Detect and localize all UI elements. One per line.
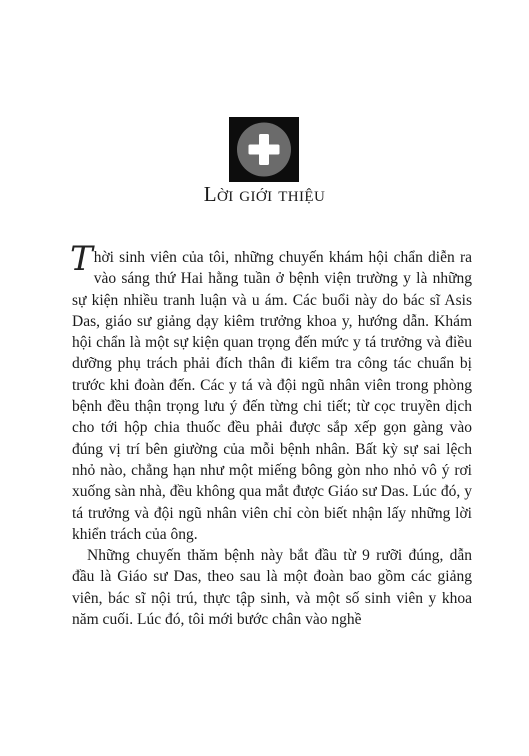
paragraph-1-text: hời sinh viên của tôi, những chuyến khám hội chẩn diễn ra vào sáng thứ Hai hằng tuần ở bệnh viện trường y là những sự kiện nhiều tranh luận và u ám. Các buổi này do bác sĩ Asis Das, giáo sư giảng dạy kiêm trưởng khoa y, hướng dẫn. Khám hội chẩn là một sự kiện quan trọng đến mức y tá trưởng và điều dưỡng phụ trách phải đích thân đi kiểm tra công tác chuẩn bị trước khi đoàn đến. Các y tá và đội ngũ nhân viên trong phòng bệnh đều thận trọng lưu ý đến từng chi tiết; từ cọc truyền dịch cho tới hộp chia thuốc đều phải được sắp xếp gọn gàng vào đúng vị trí bên giường của mỗi bệnh nhân. Bất kỳ sự sai lệch nhỏ nào, chẳng hạn như một miếng bông gòn nho nhỏ vô ý rơi xuống sàn nhà, đều không qua mắt được Giáo sư Das. Lúc đó, y tá trưởng và đội ngũ nhân viên chỉ còn biết nhận lấy những lời khiển trách của ông. bbox=[72, 249, 472, 543]
medical-cross-icon bbox=[229, 117, 299, 182]
chapter-emblem bbox=[229, 117, 299, 182]
cross-horizontal-bar bbox=[249, 145, 280, 155]
paragraph-2: Những chuyến thăm bệnh này bắt đầu từ 9 rưỡi đúng, dẫn đầu là Giáo sư Das, theo sau là một đoàn bao gồm các giảng viên, bác sĩ nội trú, thực tập sinh, và một số sinh viên y khoa năm cuối. Lúc đó, tôi mới bước chân vào nghề bbox=[72, 547, 472, 629]
chapter-title: Lời giới thiệu bbox=[203, 182, 326, 206]
body-text bbox=[70, 239, 472, 630]
paragraph-1 bbox=[70, 239, 472, 545]
drop-cap: T bbox=[70, 239, 93, 279]
